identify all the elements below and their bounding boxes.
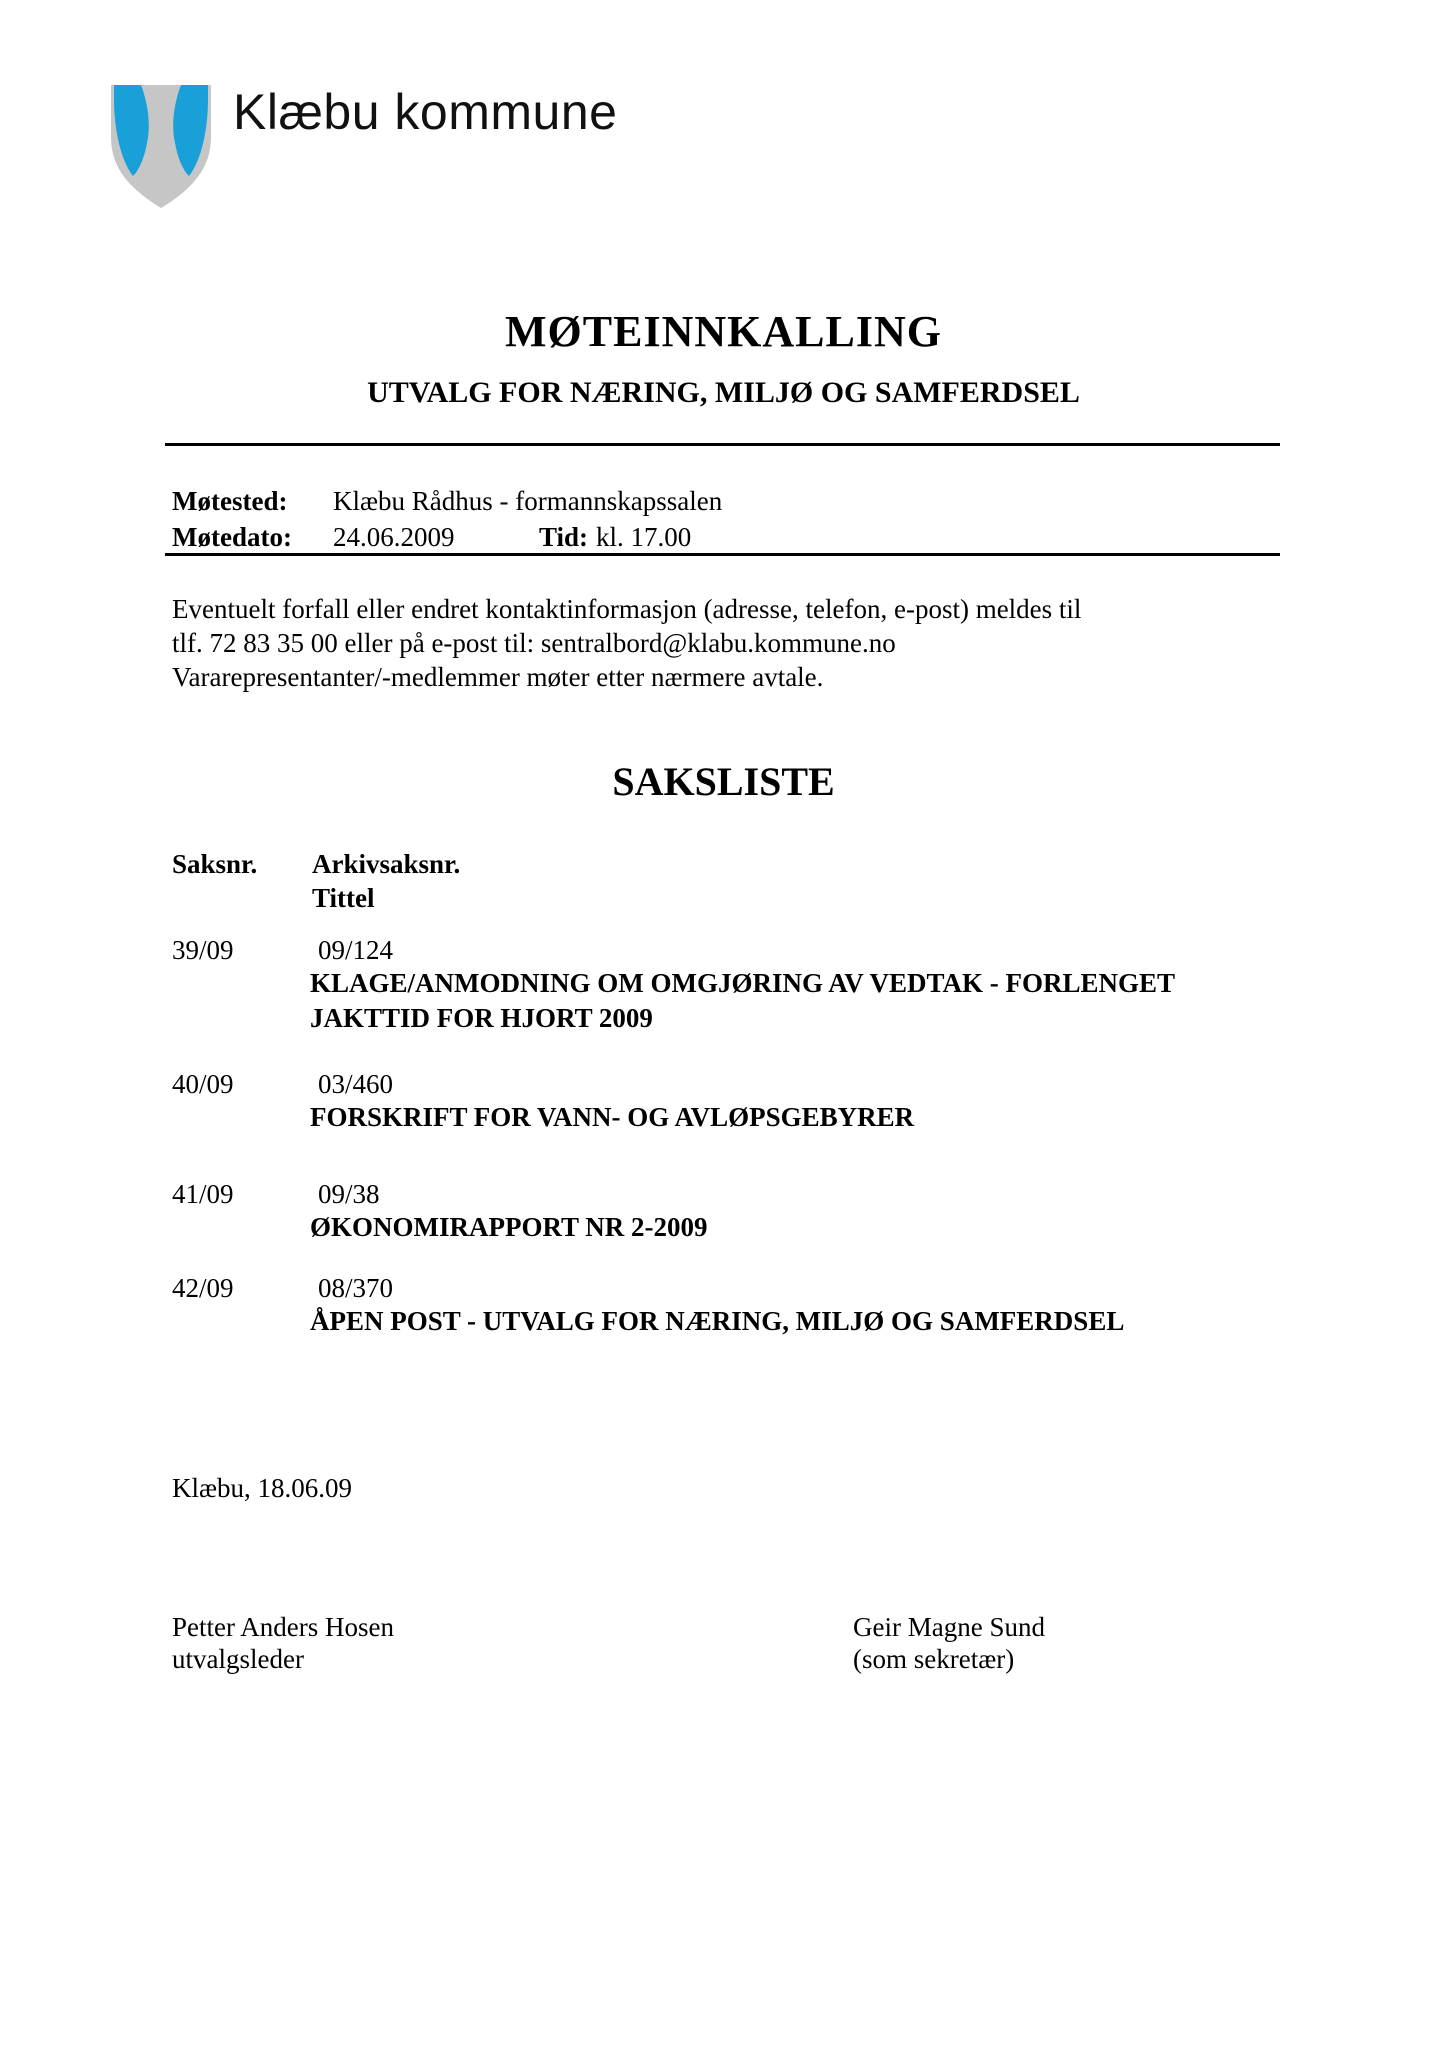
case-title: KLAGE/ANMODNING OM OMGJØRING AV VEDTAK - FORLENGET JAKTTID FOR HJORT 2009: [310, 968, 1175, 1033]
meeting-date-value: 24.06.2009: [333, 522, 455, 552]
signer-name: Petter Anders Hosen: [172, 1612, 394, 1642]
municipality-name: Klæbu kommune: [233, 84, 618, 140]
case-number: 39/09: [172, 935, 234, 965]
notice-line-2: tlf. 72 83 35 00 eller på e-post til: sentralbord@klabu.kommune.no: [172, 628, 896, 658]
document-title: MØTEINNKALLING: [505, 307, 942, 356]
notice-line-3: Vararepresentanter/-medlemmer møter etter nærmere avtale.: [172, 662, 824, 692]
case-title: ØKONOMIRAPPORT NR 2-2009: [310, 1212, 708, 1242]
case-archive-number: 08/370: [318, 1273, 394, 1303]
committee-name: UTVALG FOR NÆRING, MILJØ OG SAMFERDSEL: [367, 376, 1080, 409]
signer-role: utvalgsleder: [172, 1644, 304, 1674]
column-header-saksnr: Saksnr.: [172, 849, 258, 879]
notice-line-1: Eventuelt forfall eller endret kontaktinformasjon (adresse, telefon, e-post) meldes til: [172, 594, 1082, 624]
case-list-heading: SAKSLISTE: [612, 759, 835, 804]
meeting-date-label: Møtedato:: [172, 522, 292, 552]
attendance-notice: [172, 592, 1292, 694]
case-number: 41/09: [172, 1179, 234, 1209]
meeting-time-value: kl. 17.00: [596, 522, 692, 552]
case-number: 42/09: [172, 1273, 234, 1303]
column-header-arkivsaksnr: Arkivsaksnr.: [312, 849, 461, 879]
case-archive-number: 09/124: [318, 935, 394, 965]
column-header-tittel: Tittel: [312, 883, 375, 913]
municipality-coat-of-arms-icon: [110, 85, 212, 208]
case-title: ÅPEN POST - UTVALG FOR NÆRING, MILJØ OG SAMFERDSEL: [310, 1306, 1125, 1336]
case-title: FORSKRIFT FOR VANN- OG AVLØPSGEBYRER: [310, 1102, 915, 1132]
meeting-time-label: Tid:: [539, 522, 589, 552]
signature-left: [172, 1611, 394, 1675]
meeting-place-label: Møtested:: [172, 486, 288, 516]
signature-place-date: Klæbu, 18.06.09: [172, 1473, 353, 1503]
signature-right: [853, 1611, 1045, 1675]
case-number: 40/09: [172, 1069, 234, 1099]
divider-meeting-info: [165, 553, 1280, 556]
meeting-place-row: [172, 484, 1282, 518]
divider-top: [165, 443, 1280, 446]
meeting-place-value: Klæbu Rådhus - formannskapssalen: [333, 486, 723, 516]
signer-name: Geir Magne Sund: [853, 1612, 1045, 1642]
meeting-date-row: [172, 520, 1282, 554]
signer-role: (som sekretær): [853, 1644, 1015, 1674]
case-archive-number: 03/460: [318, 1069, 394, 1099]
case-archive-number: 09/38: [318, 1179, 380, 1209]
